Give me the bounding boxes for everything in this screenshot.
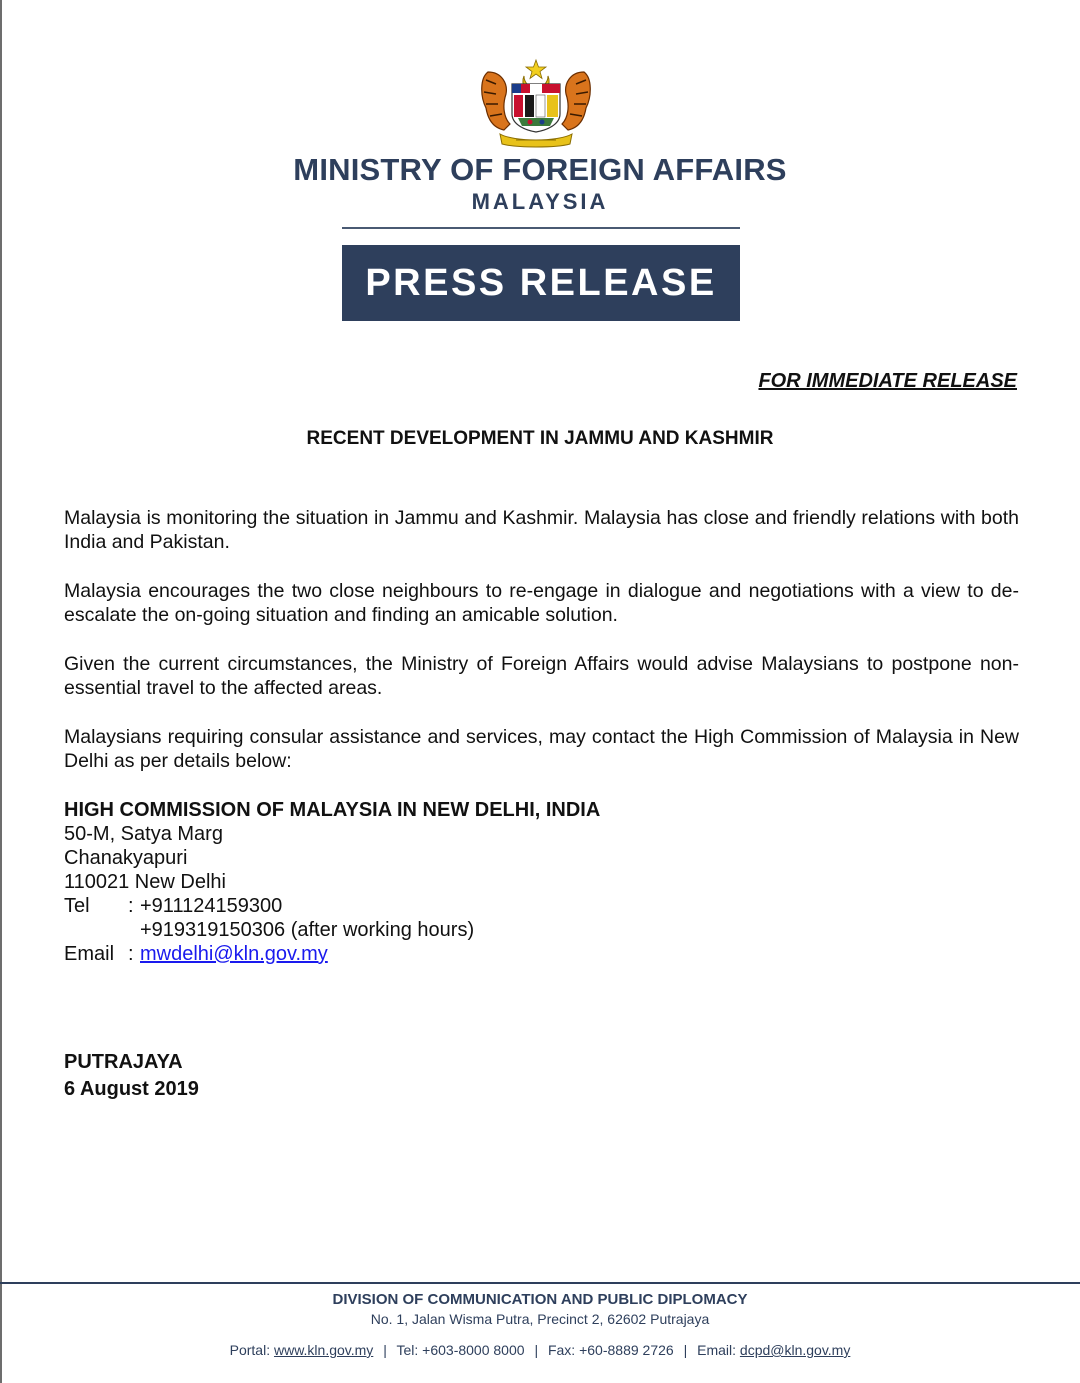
address-line: 50-M, Satya Marg: [64, 823, 223, 845]
immediate-release-label: FOR IMMEDIATE RELEASE: [758, 370, 1017, 392]
address-line: 110021 New Delhi: [64, 871, 226, 893]
signoff-date: 6 August 2019: [64, 1078, 199, 1100]
portal-link[interactable]: www.kln.gov.my: [273, 1342, 374, 1358]
tel-label: Tel: [64, 895, 90, 917]
colon: :: [128, 895, 134, 917]
footer-tel: Tel: +603-8000 8000: [396, 1342, 525, 1358]
address-line: Chanakyapuri: [64, 847, 188, 869]
footer-division: DIVISION OF COMMUNICATION AND PUBLIC DIPLOMACY: [332, 1291, 748, 1308]
email-link[interactable]: mwdelhi@kln.gov.my: [140, 943, 328, 965]
header-divider: [342, 227, 740, 229]
footer-email-link[interactable]: dcpd@kln.gov.my: [739, 1342, 851, 1358]
signoff-place: PUTRAJAYA: [64, 1051, 183, 1073]
body-paragraph: Given the current circumstances, the Ministry of Foreign Affairs would advise Malaysians to postpone non-essential travel to the affected areas.: [64, 653, 1019, 699]
malaysia-coat-of-arms-icon: [474, 58, 598, 148]
email-label: Email: [64, 943, 115, 965]
banner-label: PRESS RELEASE: [365, 261, 717, 304]
press-release-banner: [342, 245, 740, 321]
ministry-title: MINISTRY OF FOREIGN AFFAIRS: [293, 152, 787, 187]
ministry-country: MALAYSIA: [471, 189, 609, 214]
footer-address: No. 1, Jalan Wisma Putra, Precinct 2, 62602 Putrajaya: [370, 1311, 710, 1327]
tel-row-2: [64, 918, 600, 942]
body-paragraph: Malaysia encourages the two close neighbours to re-engage in dialogue and negotiations with a view to de-escalate the on-going situation and finding an amicable solution.: [64, 580, 1019, 626]
tel-number: +911124159300: [140, 895, 283, 917]
release-headline: RECENT DEVELOPMENT IN JAMMU AND KASHMIR: [306, 428, 774, 449]
tel-number-after-hours: +919319150306 (after working hours): [140, 919, 475, 941]
footer-divider: [0, 1282, 1080, 1284]
portal-label: Portal:: [229, 1342, 271, 1358]
body-paragraph: Malaysia is monitoring the situation in Jammu and Kashmir. Malaysia has close and friendly relations with both India and Pakistan.: [64, 507, 1019, 553]
release-body: [64, 506, 1019, 798]
contact-title: HIGH COMMISSION OF MALAYSIA IN NEW DELHI, INDIA: [64, 799, 601, 821]
footer-fax: Fax: +60-8889 2726: [547, 1342, 674, 1358]
contact-block: [64, 798, 600, 966]
tel-row: [64, 894, 600, 918]
signoff: [64, 1049, 199, 1103]
colon: :: [128, 943, 134, 965]
body-paragraph: Malaysians requiring consular assistance and services, may contact the High Commission of Malaysia in New Delhi as per details below:: [64, 726, 1019, 772]
email-row: [64, 942, 600, 966]
footer-email-label: Email:: [697, 1342, 737, 1358]
footer-contacts: Portal: www.kln.gov.my | Tel: +603-8000 8000 | Fax: +60-8889 2726 | Email: dcpd@kln.gov.my: [229, 1342, 851, 1358]
